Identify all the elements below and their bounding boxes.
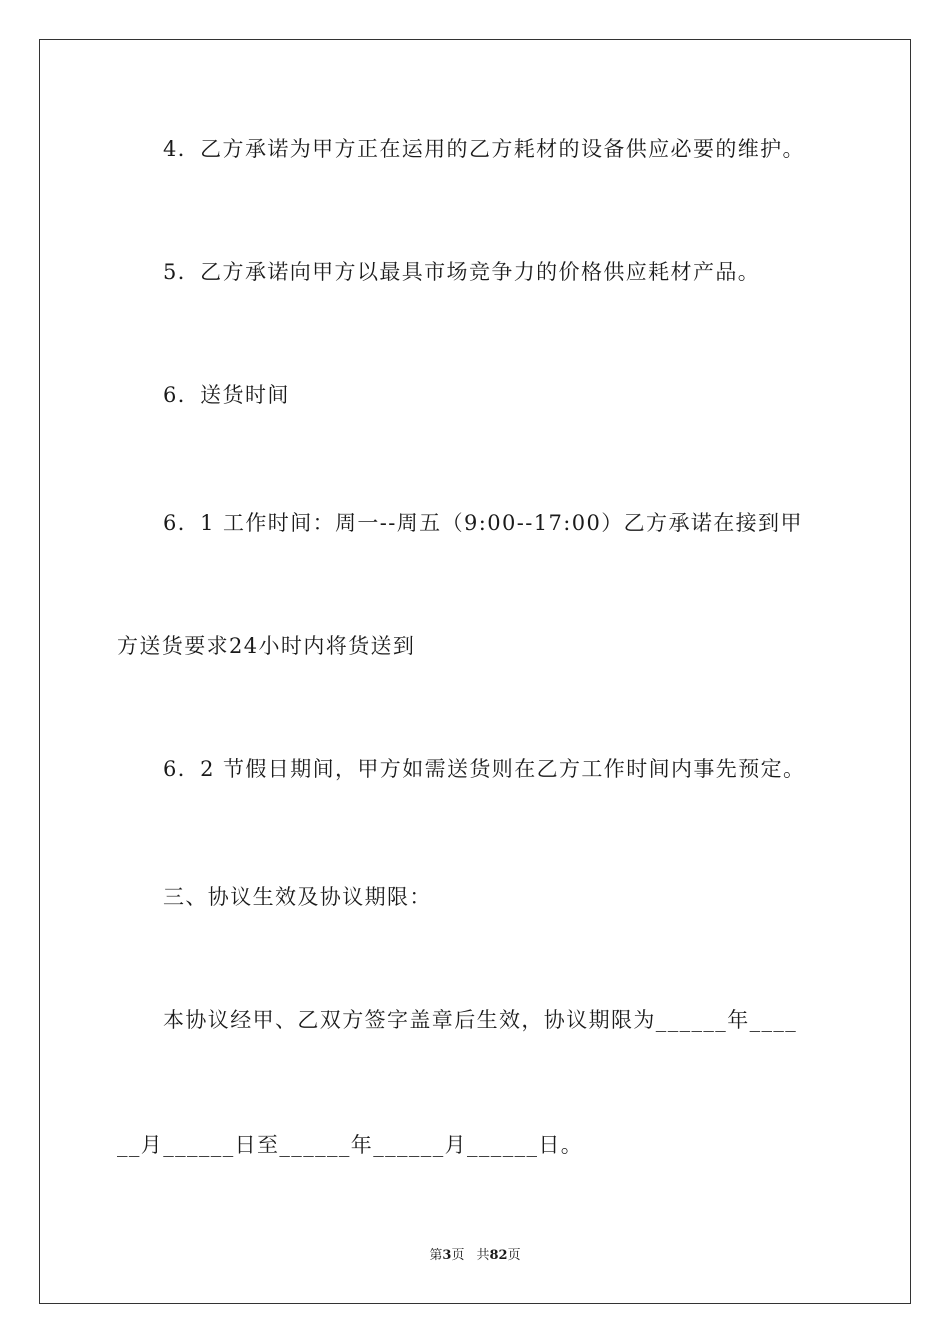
clause-5: 5．乙方承诺向甲方以最具市场竞争力的价格供应耗材产品。 [163,260,761,284]
total-prefix: 共 [476,1248,490,1263]
page-number: 3 [442,1248,452,1263]
term-line-2: __月______日至______年______月______日。 [117,1133,584,1157]
page-prefix: 第 [429,1248,443,1263]
clause-6-2: 6．2 节假日期间，甲方如需送货则在乙方工作时间内事先预定。 [163,757,806,781]
clause-6-heading: 6．送货时间 [163,383,290,407]
total-suffix: 页 [507,1248,521,1263]
term-line-1: 本协议经甲、乙双方签字盖章后生效，协议期限为______年____ [163,1008,798,1032]
clause-6-1-line-1: 6．1 工作时间：周一--周五（9:00--17:00）乙方承诺在接到甲 [163,511,803,535]
page-frame [39,39,911,1304]
page-footer [0,1247,950,1265]
clause-4: 4．乙方承诺为甲方正在运用的乙方耗材的设备供应必要的维护。 [163,137,805,161]
section-3-heading: 三、协议生效及协议期限： [163,885,432,909]
clause-6-1-line-2: 方送货要求24小时内将货送到 [117,634,416,658]
page-suffix: 页 [451,1248,465,1263]
total-pages: 82 [489,1248,508,1263]
